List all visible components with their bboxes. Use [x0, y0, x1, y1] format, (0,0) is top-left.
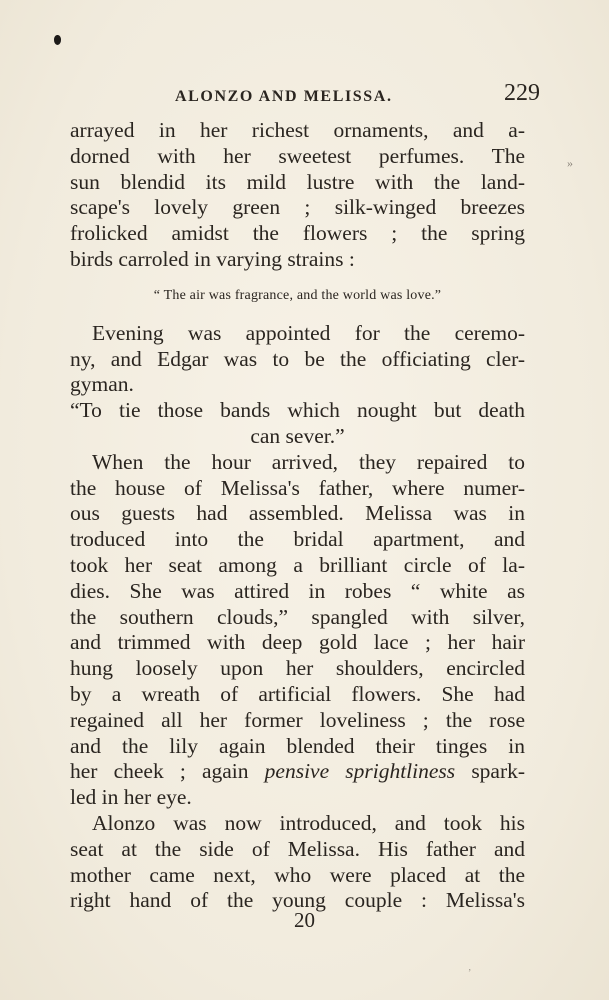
text-line: regained all her former loveliness ; the rose: [70, 707, 525, 732]
page-number: 229: [504, 80, 540, 106]
text-line: the house of Melissa's father, where numer-: [70, 475, 525, 500]
text-fragment: again: [201, 759, 249, 784]
text-line: ous guests had assembled. Melissa was in: [70, 501, 525, 526]
running-head: ALONZO AND MELISSA.: [175, 88, 393, 105]
text-line: can sever.”: [250, 423, 345, 448]
text-fragment: her cheek ;: [70, 759, 186, 784]
paragraph-1: [70, 118, 525, 273]
text-line: the southern clouds,” spangled with silver,: [70, 604, 525, 629]
text-line: dies. She was attired in robes “ white as: [70, 578, 525, 603]
ink-blot: [54, 35, 61, 45]
text-line: gyman.: [70, 372, 134, 397]
epigraph-quote: “ The air was fragrance, and the world was love.”: [153, 287, 442, 303]
text-line: Alonzo was now introduced, and took his: [92, 810, 525, 835]
signature-mark: 20: [294, 908, 315, 932]
text-line: hung loosely upon her shoulders, encircled: [70, 656, 525, 681]
text-line: by a wreath of artificial flowers. She had: [70, 681, 525, 706]
text-line: scape's lovely green ; silk-winged breezes: [70, 195, 525, 220]
text-line: ny, and Edgar was to be the officiating cler-: [70, 346, 525, 371]
paragraph-2: [70, 321, 525, 398]
mixed-text-line: [70, 759, 525, 785]
text-line: frolicked amidst the flowers ; the spring: [70, 221, 525, 246]
text-line: took her seat among a brilliant circle of la-: [70, 552, 525, 577]
text-line: and trimmed with deep gold lace ; her hair: [70, 630, 525, 655]
paragraph-3: [70, 450, 525, 811]
body-text: [70, 118, 525, 914]
text-line: arrayed in her richest ornaments, and a-: [70, 118, 525, 142]
page-header: [70, 80, 540, 114]
verse-quote: [70, 398, 525, 450]
text-line: “To tie those bands which nought but death: [70, 398, 525, 423]
margin-mark: »: [567, 156, 573, 170]
paragraph-4: [70, 811, 525, 914]
text-line: troduced into the bridal apartment, and: [70, 527, 525, 552]
text-line: When the hour arrived, they repaired to: [92, 449, 525, 474]
text-line: and the lily again blended their tinges in: [70, 733, 525, 758]
text-line: mother came next, who were placed at the: [70, 862, 525, 887]
text-line: dorned with her sweetest perfumes. The: [70, 143, 525, 168]
text-line: led in her eye.: [70, 785, 192, 810]
text-line: sun blendid its mild lustre with the land-: [70, 169, 525, 194]
text-line: Evening was appointed for the ceremo-: [92, 320, 525, 345]
text-line: right hand of the young couple : Melissa's: [70, 888, 525, 913]
text-line: seat at the side of Melissa. His father and: [70, 836, 525, 861]
text-fragment: spark-: [471, 759, 526, 784]
margin-mark: ’: [468, 968, 472, 979]
text-line: birds carroled in varying strains :: [70, 246, 355, 271]
italic-phrase: pensive sprightliness: [264, 759, 456, 784]
